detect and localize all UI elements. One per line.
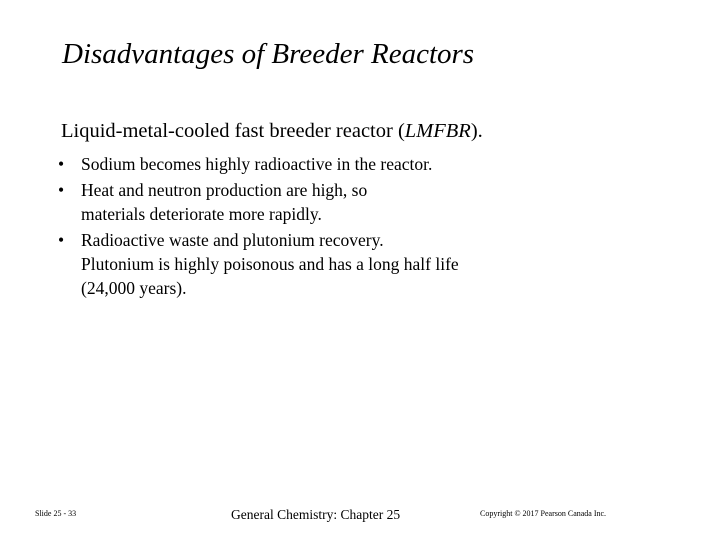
subtitle-end: ). — [470, 120, 483, 142]
footer-chapter: General Chemistry: Chapter 25 — [231, 507, 401, 522]
bullet-item — [58, 152, 618, 176]
bullet-text: Radioactive waste and plutonium recovery. — [81, 230, 384, 250]
bullet-text: Heat and neutron production are high, so — [81, 180, 368, 200]
bullet-text: materials deteriorate more rapidly. — [81, 204, 322, 224]
bullet-text: Sodium becomes highly radioactive in the reactor. — [81, 154, 433, 174]
bullet-marker: • — [58, 180, 65, 200]
bullet-item — [58, 228, 618, 300]
bullet-text: Plutonium is highly poisonous and has a long half life — [81, 254, 459, 274]
footer-copyright: Copyright © 2017 Pearson Canada Inc. — [480, 509, 607, 518]
subtitle-abbreviation: LMFBR — [404, 120, 471, 142]
slide-number: Slide 25 - 33 — [35, 509, 77, 518]
bullet-marker: • — [58, 154, 65, 174]
bullet-item — [58, 178, 618, 226]
subtitle-text: Liquid-metal-cooled fast breeder reactor ( — [61, 120, 405, 142]
bullet-marker: • — [58, 230, 65, 250]
slide-title: Disadvantages of Breeder Reactors — [62, 38, 475, 70]
slide-subtitle — [61, 117, 483, 145]
bullet-text: (24,000 years). — [81, 278, 187, 298]
bullet-list — [58, 152, 618, 302]
